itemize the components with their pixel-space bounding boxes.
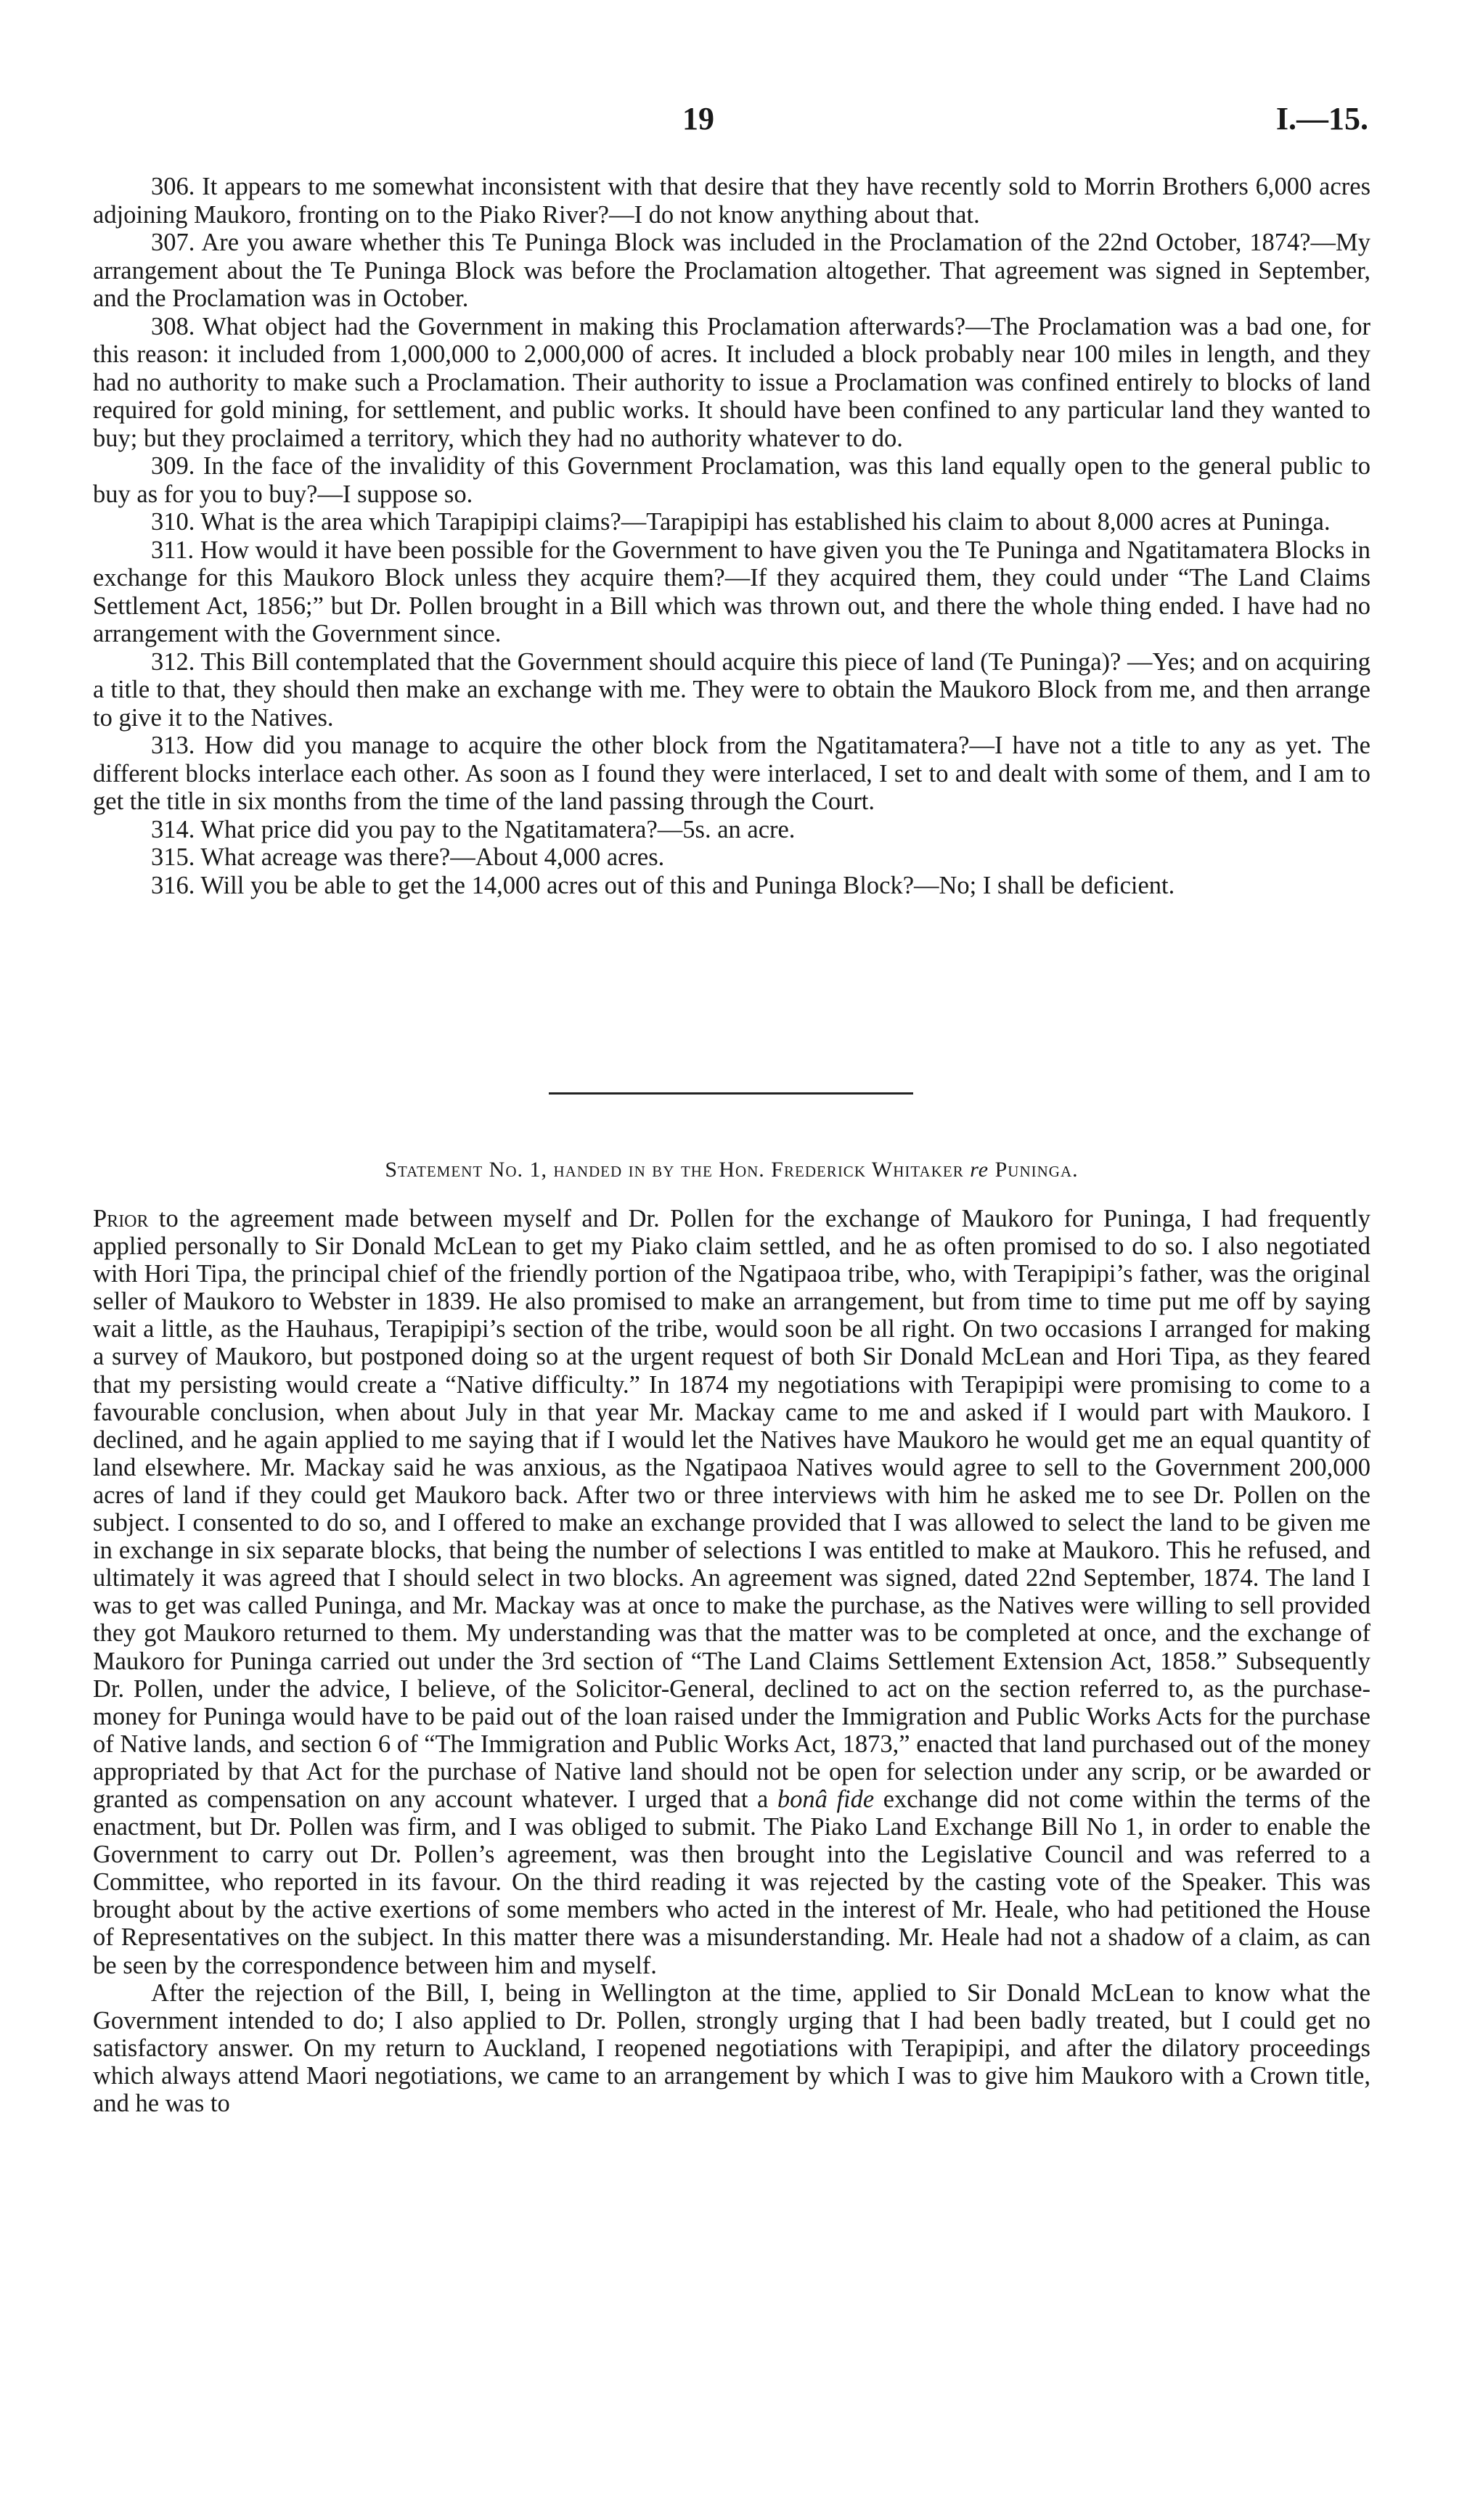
question-text: Will you be able to get the 14,000 acres out of this and Puninga Block?—No; I shall be deficient. — [200, 871, 1175, 899]
question-316 — [93, 872, 1370, 900]
question-number: 306. — [151, 173, 195, 200]
question-number: 307. — [151, 229, 195, 256]
question-311 — [93, 536, 1370, 648]
question-text: What is the area which Tarapipipi claims?—Tarapipipi has established his claim to about 8,000 acres at Puninga. — [200, 508, 1331, 536]
question-text: How would it have been possible for the Government to have given you the Te Puninga and Ngatitamatera Blocks in exchange for this Maukoro Block unless they acquire them?—If they acquired them, they could under “The Land Claims Settlement Act, 1856;” but Dr. Pollen brought in a Bill which was thrown out, and there the whole thing ended. I have had no arrangement with the Government since. — [93, 536, 1371, 647]
statement-heading-re: re — [970, 1158, 989, 1182]
question-text: It appears to me somewhat inconsistent with that desire that they have recently sold to Morrin Brothers 6,000 acres adjoining Maukoro, fronting on to the Piako River?—I do not know anything about that. — [93, 173, 1370, 229]
question-text: What acreage was there?—About 4,000 acres. — [200, 843, 665, 871]
evidence-questions — [93, 173, 1370, 899]
page-header — [0, 100, 1483, 144]
question-number: 316. — [151, 871, 195, 899]
question-text: In the face of the invalidity of this Government Proclamation, was this land equally open to the general public to buy as for you to buy?—I suppose so. — [93, 452, 1371, 508]
question-number: 313. — [151, 732, 195, 759]
question-number: 308. — [151, 312, 195, 340]
question-number: 309. — [151, 452, 195, 480]
question-text: What price did you pay to the Ngatitamatera?—5s. an acre. — [200, 815, 796, 843]
statement-body — [93, 1205, 1370, 2117]
italic-phrase: bonâ fide — [777, 1785, 875, 1813]
question-text: Are you aware whether this Te Puninga Block was included in the Proclamation of the 22nd October, 1874?—My arrangement about the Te Puninga Block was before the Proclamation altogether. That agreement was signed in September, and the Proclamation was in October. — [93, 229, 1370, 312]
statement-heading-end: Puninga. — [994, 1158, 1079, 1182]
question-313 — [93, 732, 1370, 816]
question-number: 310. — [151, 508, 195, 536]
question-number: 314. — [151, 815, 195, 843]
statement-paragraph-1 — [93, 1205, 1370, 1979]
paper-reference: I.—15. — [1275, 101, 1368, 136]
question-number: 312. — [151, 647, 195, 676]
page-number: 19 — [682, 101, 714, 136]
paragraph-text: to the agreement made between myself and Dr. Pollen for the exchange of Maukoro for Puninga, I had frequently applied personally to Sir Donald McLean to get my Piako claim settled, and he as often promised to do so. I also negotiated with Hori Tipa, the principal chief of the friendly portion of the Ngatipaoa tribe, who, with Terapipipi’s father, was the original seller of Maukoro to Webster in 1839. He also promised to make an arrangement, but from time to time put me off by saying wait a little, as the Hauhaus, Terapipipi’s section of the tribe, would soon be all right. On two occasions I arranged for making a survey of Maukoro, but postponed doing so at the urgent request of both Sir Donald McLean and Hori Tipa, as they feared that my persisting would create a “Native difficulty.” In 1874 my negotiations with Terapipipi were promising to come to a favourable conclusion, when about July in that year Mr. Mackay came to me and asked if I would part with Maukoro. I declined, and he again applied to me saying that if I would let the Natives have Maukoro he would get me an equal quantity of land elsewhere. Mr. Mackay said he was anxious, as the Ngatipaoa Natives would agree to sell to the Government 200,000 acres of land if they could get Maukoro back. After two or three interviews with him he asked me to see Dr. Pollen on the subject. I consented to do so, and I offered to make an exchange provided that I was allowed to select the land to be given me in exchange in six separate blocks, that being the number of selections I was entitled to make at Maukoro. This he refused, and ultimately it was agreed that I should select in two blocks. An agreement was signed, dated 22nd September, 1874. The land I was to get was called Puninga, and Mr. Mackay was at once to make the purchase, as the Natives were willing to sell provided they got Maukoro returned to them. My understanding was that the matter was to be completed at once, and the exchange of Maukoro for Puninga carried out under the 3rd section of “The Land Claims Settlement Extension Act, 1858.” Subsequently Dr. Pollen, under the advice, I believe, of the Solicitor-General, declined to act on the section referred to, as the purchase-money for Puninga would have to be paid out of the loan raised under the Immigration and Public Works Acts for the purchase of Native lands, and section 6 of “The Immigration and Public Works Act, 1873,” enacted that land purchased out of the money appropriated by that Act for the purchase of Native land should not be open for selection under any scrip, or be awarded or granted as compensation on any account whatever. I urged that a — [93, 1205, 1370, 1813]
statement-paragraph-2: After the rejection of the Bill, I, being in Wellington at the time, applied to Sir Donald McLean to know what the Government intended to do; I also applied to Dr. Pollen, strongly urging that I had been badly treated, but I could get no satisfactory answer. On my return to Auckland, I reopened negotiations with Terapipipi, and after the dilatory proceedings which always attend Maori negotiations, we came to an arrangement by which I was to give him Maukoro with a Crown title, and he was to — [93, 1979, 1370, 2117]
question-text: How did you manage to acquire the other block from the Ngatitamatera?—I have not a title to any as yet. The different blocks interlace each other. As soon as I found they were interlaced, I set to and dealt with some of them, and I am to get the title in six months from the time of the land passing through the Court. — [93, 732, 1370, 815]
question-312 — [93, 648, 1370, 732]
question-315 — [93, 843, 1370, 872]
paragraph-lead-word: Prior — [93, 1205, 149, 1232]
question-314 — [93, 816, 1370, 844]
statement-heading-main: Statement No. 1, handed in by the Hon. Frederick Whitaker — [385, 1158, 964, 1182]
question-309 — [93, 452, 1370, 508]
paragraph-text-continued: exchange did not come within the terms of the enactment, but Dr. Pollen was firm, and I was obliged to submit. The Piako Land Exchange Bill No 1, in order to enable the Government to carry out Dr. Pollen’s agreement, was then brought into the Legislative Council and was referred to a Committee, who reported in its favour. On the third reading it was rejected by the casting vote of the Speaker. This was brought about by the active exertions of some members who acted in the interest of Mr. Heale, who had petitioned the House of Representatives on the subject. In this matter there was a misunderstanding. Mr. Heale had not a shadow of a claim, as can be seen by the correspondence between him and myself. — [93, 1785, 1370, 1979]
question-307 — [93, 229, 1370, 313]
question-310 — [93, 508, 1370, 536]
question-308 — [93, 313, 1370, 453]
question-text: What object had the Government in making this Proclamation afterwards?—The Proclamation was a bad one, for this reason: it included from 1,000,000 to 2,000,000 of acres. It included a block probably near 100 miles in length, and they had no authority to make such a Proclamation. Their authority to issue a Proclamation was confined entirely to blocks of land required for gold mining, for settlement, and public works. It should have been confined to any particular land they wanted to buy; but they proclaimed a territory, which they had no authority whatever to do. — [93, 312, 1370, 452]
question-306 — [93, 173, 1370, 229]
statement-heading — [93, 1158, 1370, 1182]
question-number: 315. — [151, 843, 195, 871]
question-number: 311. — [151, 536, 195, 564]
section-divider — [549, 1092, 913, 1095]
question-text: This Bill contemplated that the Government should acquire this piece of land (Te Puninga)? —Yes; and on acquiring a title to that, they should then make an exchange with me. They were to obtain the Maukoro Block from me, and then arrange to give it to the Natives. — [93, 647, 1370, 732]
